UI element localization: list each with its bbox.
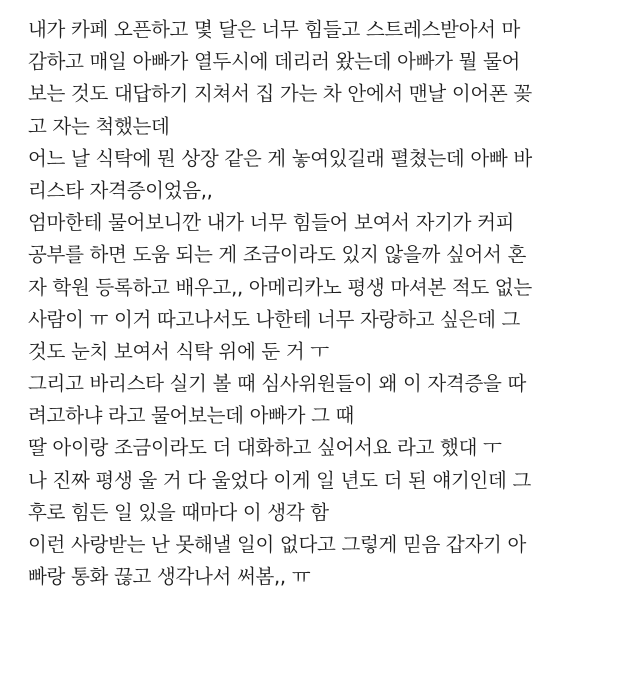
text-line: 이런 사랑받는 난 못해낼 일이 없다고 그렇게 믿음 갑자기 아 bbox=[28, 533, 526, 556]
text-line: 리스타 자격증이었음,, bbox=[28, 178, 213, 202]
text-line: 어느 날 식탁에 뭔 상장 같은 게 놓여있길래 펼쳤는데 아빠 바 bbox=[28, 146, 532, 170]
post-text-body bbox=[28, 14, 618, 593]
text-line: 공부를 하면 도움 되는 게 조금이라도 있지 않을까 싶어서 혼 bbox=[28, 243, 526, 267]
text-line: 사람이 ㅠ 이거 따고나서도 나한테 너무 자랑하고 싶은데 그 bbox=[28, 307, 521, 331]
text-line: 그리고 바리스타 실기 볼 때 심사위원들이 왜 이 자격증을 따 bbox=[28, 372, 526, 396]
text-line: 보는 것도 대답하기 지쳐서 집 가는 차 안에서 맨날 이어폰 꽂 bbox=[28, 82, 532, 106]
text-line: 것도 눈치 보여서 식탁 위에 둔 거 ㅜ bbox=[28, 339, 329, 363]
text-line: 빠랑 통화 끊고 생각나서 써봄,, ㅠ bbox=[28, 565, 311, 589]
text-line: 고 자는 척했는데 bbox=[28, 114, 170, 138]
text-line: 후로 힘든 일 있을 때마다 이 생각 함 bbox=[28, 500, 329, 524]
text-line: 자 학원 등록하고 배우고,, 아메리카노 평생 마셔본 적도 없는 bbox=[28, 275, 532, 299]
text-line: 나 진짜 평생 울 거 다 울었다 이게 일 년도 더 된 얘기인데 그 bbox=[28, 468, 532, 492]
text-line: 엄마한테 물어보니깐 내가 너무 힘들어 보여서 자기가 커피 bbox=[28, 211, 515, 235]
text-line: 감하고 매일 아빠가 열두시에 데리러 왔는데 아빠가 뭘 물어 bbox=[28, 50, 521, 74]
text-line: 딸 아이랑 조금이라도 더 대화하고 싶어서요 라고 했대 ㅜ bbox=[28, 436, 502, 460]
text-line: 려고하냐 라고 물어보는데 아빠가 그 때 bbox=[28, 404, 355, 428]
text-line: 내가 카페 오픈하고 몇 달은 너무 힘들고 스트레스받아서 마 bbox=[28, 18, 521, 41]
